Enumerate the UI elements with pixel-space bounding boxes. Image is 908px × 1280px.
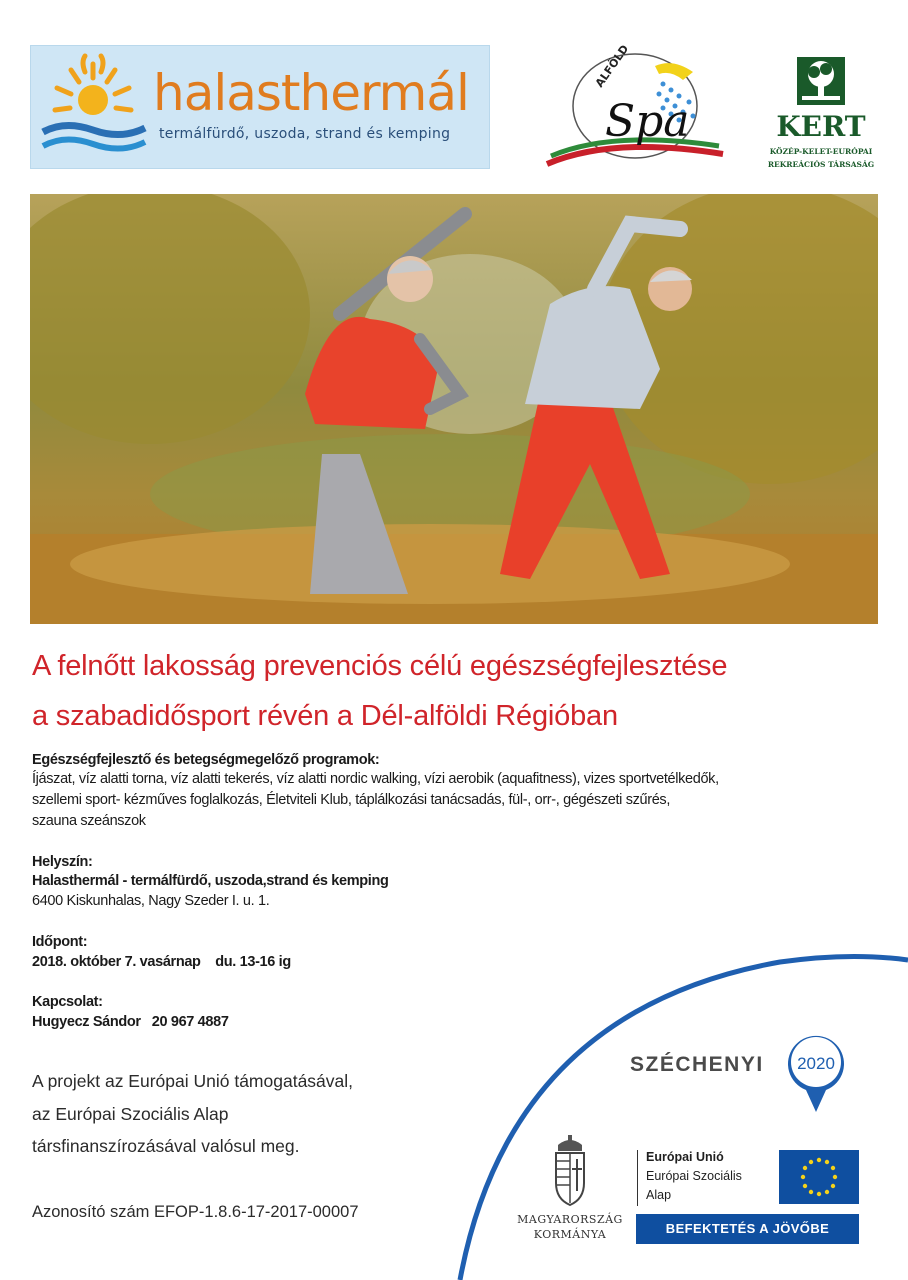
eu-esf-logo (636, 1148, 861, 1246)
hungarian-government-logo (510, 1135, 630, 1255)
eu-line-1: Európai Unió (646, 1150, 724, 1164)
programs-line-2: szellemi sport- kézműves foglalkozás, Életviteli Klub, táplálkozási tanácsadás, fül-, orr-, gégészeti szűrés, (32, 792, 670, 808)
eu-banner: BEFEKTETÉS A JÖVŐBE (636, 1214, 859, 1244)
location-name: Halasthermál - termálfürdő, uszoda,strand és kemping (32, 873, 389, 889)
tree-icon (796, 56, 846, 106)
funding-line-1: A projekt az Európai Unió támogatásával, (32, 1071, 354, 1091)
programs-line-3: szauna szeánszok (32, 813, 146, 829)
funding-line-2: az Európai Szociális Alap (32, 1104, 229, 1124)
coat-of-arms-icon (550, 1135, 590, 1207)
spa-arc-text: ALFÖLD (592, 44, 632, 90)
contact-heading: Kapcsolat: (32, 994, 103, 1010)
alfold-spa-logo (543, 44, 733, 174)
kert-wordmark: KERT (776, 110, 866, 143)
location-heading: Helyszín: (32, 854, 93, 870)
time-heading: Időpont: (32, 934, 88, 950)
kert-subtitle-1: KÖZÉP-KELET-EURÓPAI (769, 147, 873, 156)
programs-heading: Egészségfejlesztő és betegségmegelőző programok: (32, 752, 380, 768)
sun-waves-icon (35, 48, 155, 168)
headline-line-1: A felnőtt lakosság prevenciós célú egészségfejlesztése (32, 650, 728, 682)
halasthermal-tagline: termálfürdő, uszoda, strand és kemping (159, 126, 451, 142)
szechenyi-2020-logo (630, 1030, 850, 1120)
government-line-2: KORMÁNYA (533, 1228, 607, 1241)
location-address: 6400 Kiskunhalas, Nagy Szeder I. u. 1. (32, 893, 270, 909)
contact-value: Hugyecz Sándor 20 967 4887 (32, 1014, 229, 1030)
headline-line-2: a szabadidősport révén a Dél-alföldi Régióban (32, 700, 618, 732)
szechenyi-wordmark: SZÉCHENYI (630, 1053, 764, 1076)
eu-line-2: Európai Szociális (646, 1169, 742, 1183)
halasthermal-wordmark: halasthermál (153, 64, 469, 122)
programs-line-1: Íjászat, víz alatti torna, víz alatti tekerés, víz alatti nordic walking, vízi aerobik (aquafitness), vizes sportvetélkedők, (32, 771, 719, 787)
eu-divider (637, 1150, 638, 1206)
halasthermal-logo (30, 45, 490, 169)
kert-subtitle-2: REKREÁCIÓS TÁRSASÁG (767, 160, 875, 169)
kert-logo (762, 56, 880, 176)
exercise-photo (30, 194, 878, 624)
funding-line-3: társfinanszírozásával valósul meg. (32, 1136, 300, 1156)
id-number: Azonosító szám EFOP-1.8.6-17-2017-00007 (32, 1203, 359, 1221)
government-line-1: MAGYARORSZÁG (517, 1213, 623, 1226)
eu-flag-icon (779, 1150, 859, 1204)
spa-wordmark: Spa (605, 96, 690, 147)
szechenyi-year: 2020 (797, 1054, 835, 1073)
eu-line-3: Alap (646, 1188, 672, 1202)
location-pin-icon (784, 1030, 848, 1114)
time-value: 2018. október 7. vasárnap du. 13-16 ig (32, 954, 291, 970)
